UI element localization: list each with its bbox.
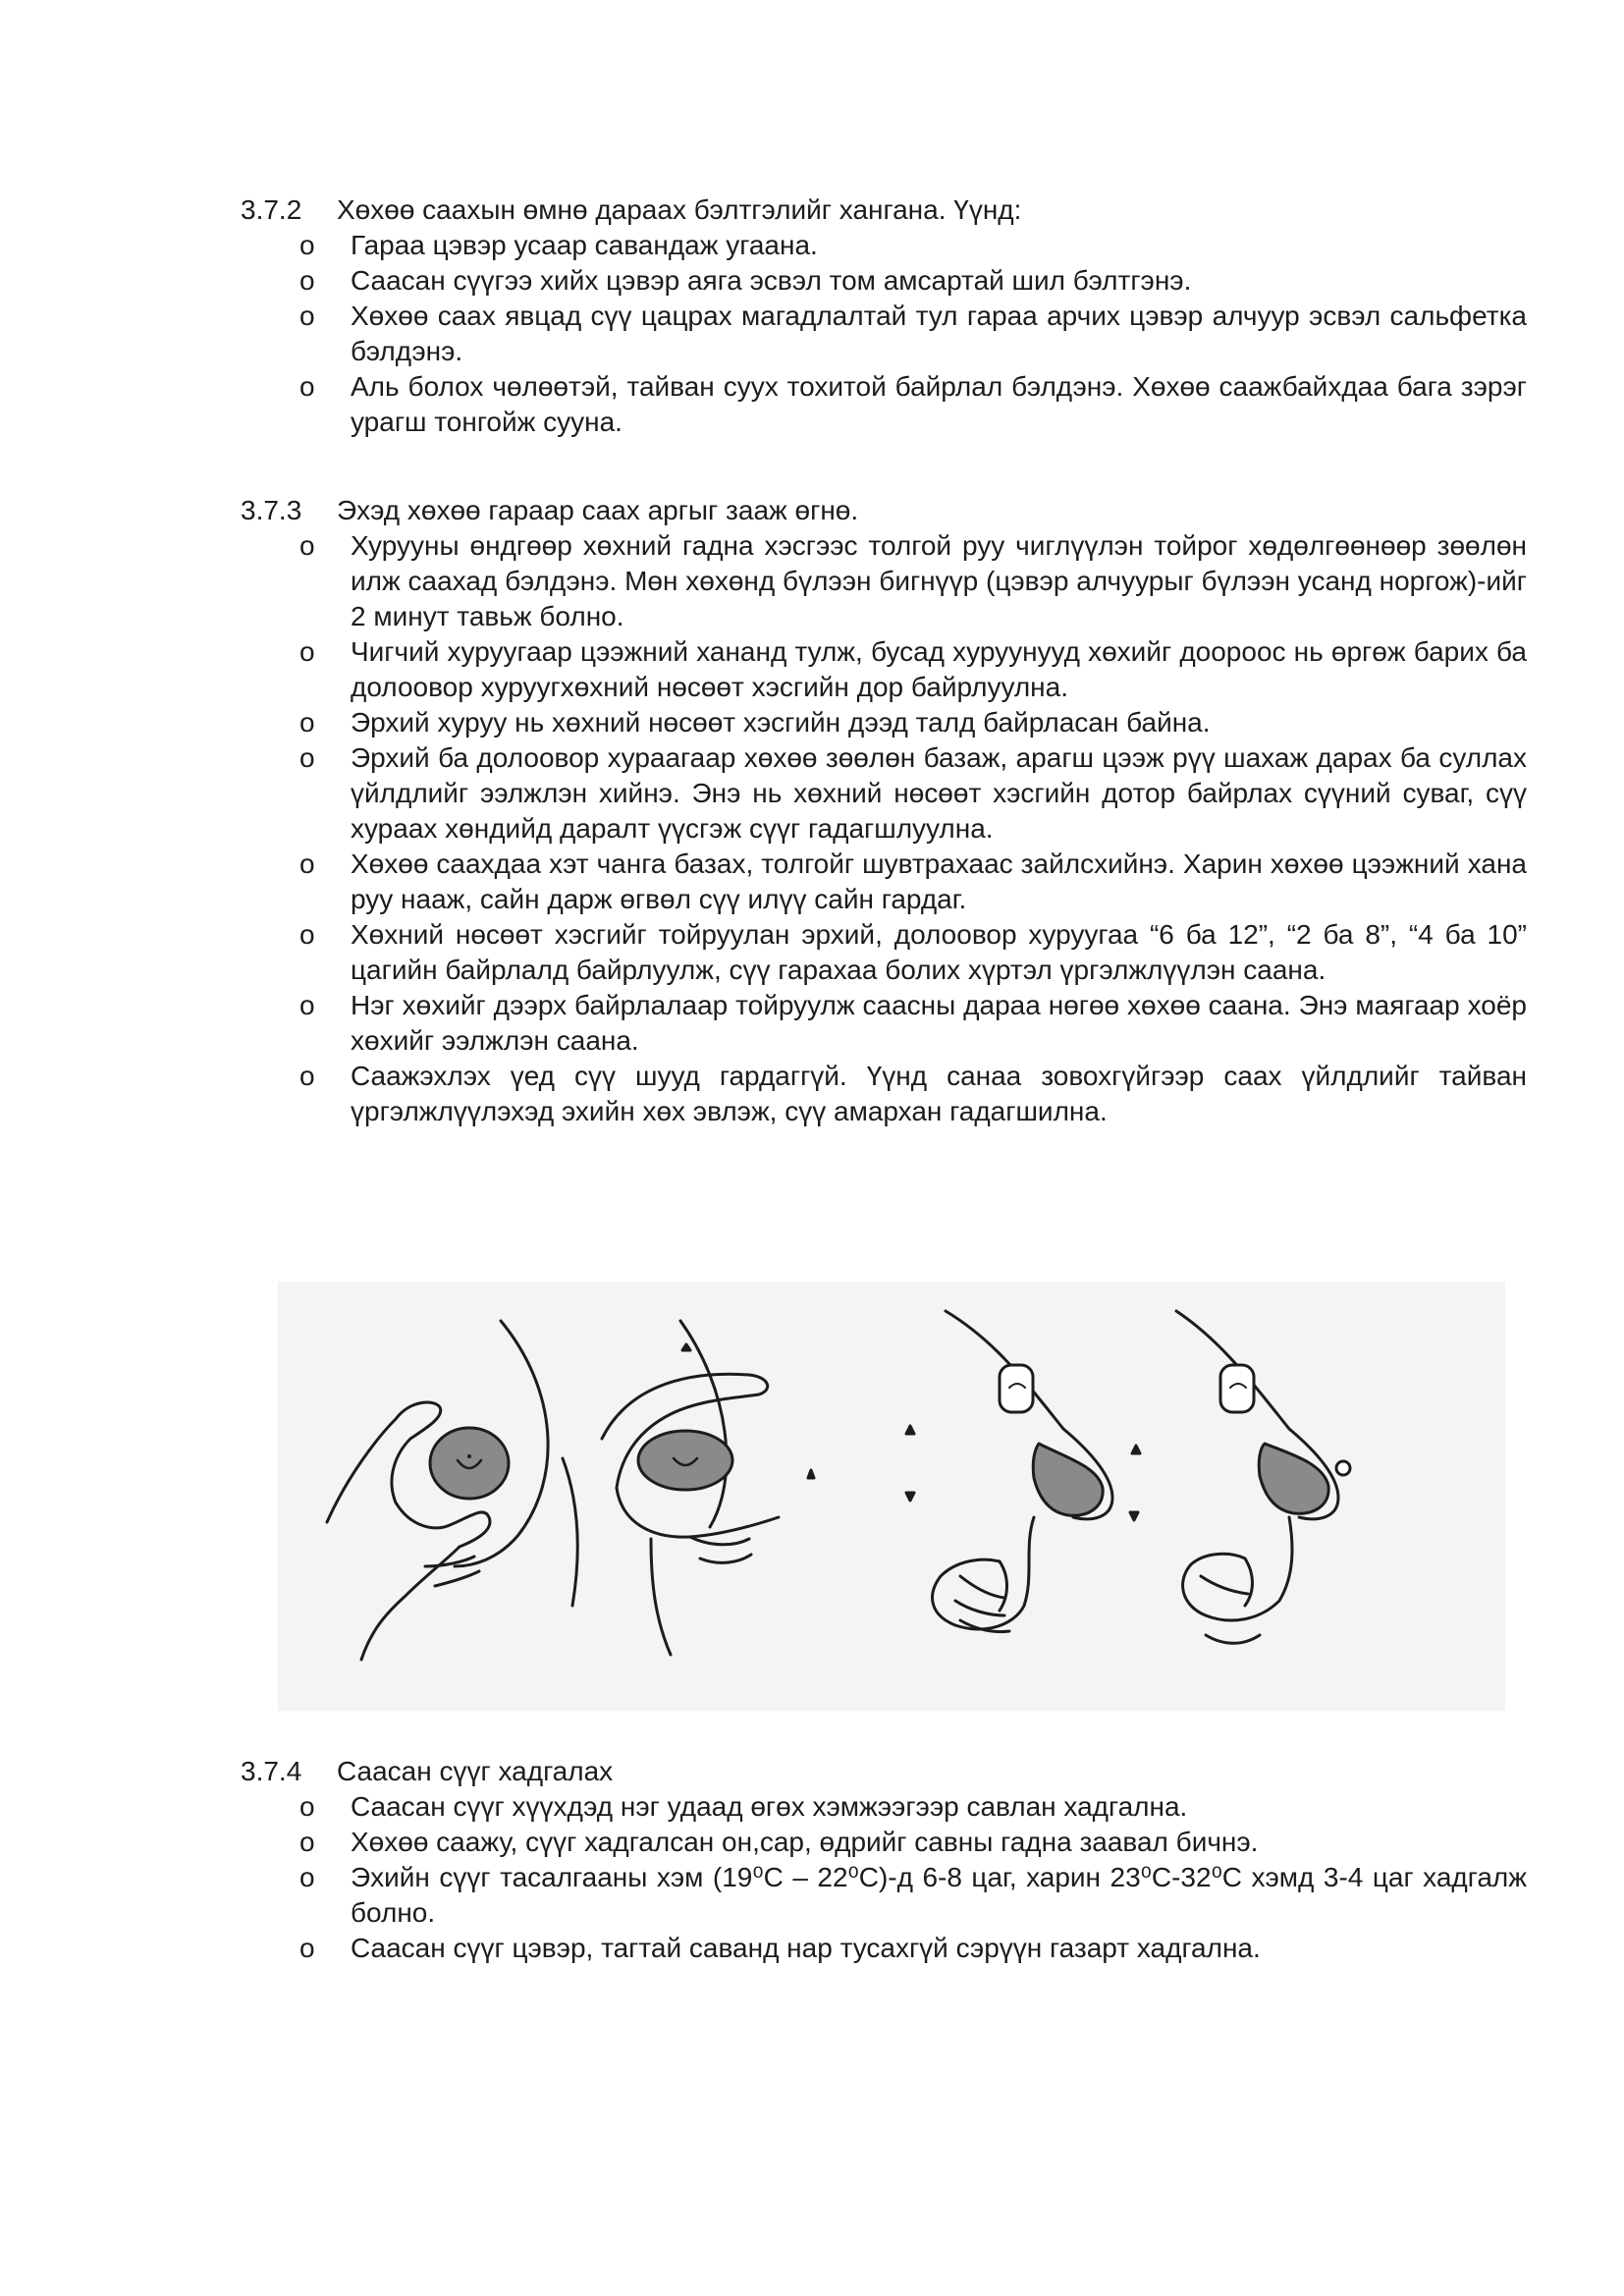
list-item-text: Саасан сүүгээ хийх цэвэр аяга эсвэл том амсартай шил бэлтгэнэ. bbox=[351, 265, 1192, 296]
bullet-icon: o bbox=[299, 636, 315, 667]
list-item bbox=[241, 847, 1527, 917]
list-item-text: Гараа цэвэр усаар савандаж угаана. bbox=[351, 230, 818, 260]
section-3-7-4 bbox=[241, 1754, 1527, 1966]
list-item-text: Аль болох чөлөөтэй, тайван суух тохитой байрлал бэлдэнэ. Хөхөө саажбайхдаа бага зэрэг урагш тонгойж сууна. bbox=[351, 371, 1527, 437]
section-number: 3.7.4 bbox=[241, 1756, 302, 1786]
bullet-icon: o bbox=[299, 919, 315, 950]
bullet-icon: o bbox=[299, 990, 315, 1020]
list-item bbox=[241, 528, 1527, 634]
section-title: Хөхөө саахын өмнө дараах бэлтгэлийг хангана. Үүнд: bbox=[337, 194, 1022, 225]
list-item bbox=[241, 634, 1527, 705]
bullet-icon: o bbox=[299, 265, 315, 296]
breast-side-view-illustration-2 bbox=[1130, 1311, 1350, 1643]
bullet-icon: o bbox=[299, 371, 315, 402]
bullet-icon: o bbox=[299, 1933, 315, 1963]
list-item-text: Чигчий хуруугаар цээжний хананд тулж, бусад хуруунууд хөхийг доороос нь өргөж барих ба долоовор хуруугхөхний нөсөөт хэсгийн дор байрлуулна. bbox=[351, 636, 1527, 702]
section-heading bbox=[241, 192, 1527, 228]
list-item bbox=[241, 299, 1527, 369]
list-item-text: Саажэхлэх үед сүү шууд гардаггүй. Үүнд санаа зовохгүйгээр саах үйлдлийг тайван үргэлжлүүлэхэд эхийн хөх эвлэж, сүү амархан гадагшилна. bbox=[351, 1061, 1527, 1126]
bullet-icon: o bbox=[299, 742, 315, 773]
breast-hand-illustration-1 bbox=[327, 1321, 548, 1660]
list-item bbox=[241, 263, 1527, 299]
list-item-text: Хурууны өндгөөр хөхний гадна хэсгээс толгой руу чиглүүлэн тойрог хөдөлгөөнөөр зөөлөн илж саахад бэлдэнэ. Мөн хөхөнд бүлээн бигнүүр (цэвэр алчуурыг бүлээн усанд норгож)-ийг 2 минут тавьж болно. bbox=[351, 530, 1527, 631]
list-item-text: Саасан сүүг хүүхдэд нэг удаад өгөх хэмжээгээр савлан хадгална. bbox=[351, 1791, 1188, 1822]
list-item bbox=[241, 369, 1527, 440]
list-item bbox=[241, 1789, 1527, 1825]
section-heading bbox=[241, 493, 1527, 528]
list-item-text: Хөхөө саахдаа хэт чанга базах, толгойг шувтрахаас зайлсхийнэ. Харин хөхөө цээжний хана руу нааж, сайн дарж өгвөл сүү илүү сайн гардаг. bbox=[351, 848, 1527, 914]
section-title: Эхэд хөхөө гараар саах аргыг зааж өгнө. bbox=[337, 495, 859, 525]
bullet-icon: o bbox=[299, 707, 315, 738]
breast-side-view-illustration-1 bbox=[906, 1311, 1112, 1632]
breast-hand-illustration-2 bbox=[563, 1321, 814, 1655]
list-item bbox=[241, 1825, 1527, 1860]
section-title: Саасан сүүг хадгалах bbox=[337, 1756, 614, 1786]
bullet-icon: o bbox=[299, 530, 315, 561]
bullet-icon: o bbox=[299, 230, 315, 260]
bullet-list bbox=[241, 228, 1527, 440]
list-item bbox=[241, 917, 1527, 988]
bullet-icon: o bbox=[299, 1862, 315, 1892]
list-item-text: Эрхий ба долоовор хураагаар хөхөө зөөлөн базаж, арагш цээж рүү шахаж дарах ба суллах үйлдлийг ээлжлэн хийнэ. Энэ нь хөхний нөсөөт хэсгийн дотор байрлах сүүний суваг, сүү хураах хөндийд даралт үүсгэж сүүг гадагшлуулна. bbox=[351, 742, 1527, 844]
list-item bbox=[241, 228, 1527, 263]
bullet-list bbox=[241, 1789, 1527, 1966]
section-3-7-3 bbox=[241, 493, 1527, 1129]
list-item bbox=[241, 740, 1527, 847]
list-item bbox=[241, 1931, 1527, 1966]
list-item-text: Хөхний нөсөөт хэсгийг тойруулан эрхий, долоовор хуруугаа “6 ба 12”, “2 ба 8”, “4 ба 10” цагийн байрлалд байрлуулж, сүү гарахаа болих хүртэл үргэлжлүүлэн саана. bbox=[351, 919, 1527, 985]
list-item bbox=[241, 988, 1527, 1059]
list-item-text: Эхийн сүүг тасалгааны хэм (19⁰С – 22⁰С)-д 6-8 цаг, харин 23⁰С-32⁰С хэмд 3-4 цаг хадгалж болно. bbox=[351, 1862, 1527, 1928]
bullet-icon: o bbox=[299, 1061, 315, 1091]
section-heading bbox=[241, 1754, 1527, 1789]
bullet-icon: o bbox=[299, 1827, 315, 1857]
list-item bbox=[241, 1860, 1527, 1931]
list-item-text: Саасан сүүг цэвэр, тагтай саванд нар тусахгүй сэрүүн газарт хадгална. bbox=[351, 1933, 1261, 1963]
hand-expression-illustration bbox=[278, 1282, 1505, 1711]
section-3-7-2 bbox=[241, 192, 1527, 440]
section-number: 3.7.2 bbox=[241, 194, 302, 225]
list-item-text: Нэг хөхийг дээрх байрлалаар тойруулж саасны дараа нөгөө хөхөө саана. Энэ маягаар хоёр хөхийг ээлжлэн саана. bbox=[351, 990, 1527, 1056]
list-item bbox=[241, 705, 1527, 740]
bullet-icon: o bbox=[299, 1791, 315, 1822]
bullet-icon: o bbox=[299, 301, 315, 331]
bullet-icon: o bbox=[299, 848, 315, 879]
list-item-text: Эрхий хуруу нь хөхний нөсөөт хэсгийн дээд талд байрласан байна. bbox=[351, 707, 1211, 738]
list-item-text: Хөхөө саажу, сүүг хадгалсан он,сар, өдрийг савны гадна заавал бичнэ. bbox=[351, 1827, 1259, 1857]
section-number: 3.7.3 bbox=[241, 495, 302, 525]
list-item bbox=[241, 1059, 1527, 1129]
list-item-text: Хөхөө саах явцад сүү цацрах магадлалтай тул гараа арчих цэвэр алчуур эсвэл сальфетка бэлдэнэ. bbox=[351, 301, 1527, 366]
bullet-list bbox=[241, 528, 1527, 1129]
